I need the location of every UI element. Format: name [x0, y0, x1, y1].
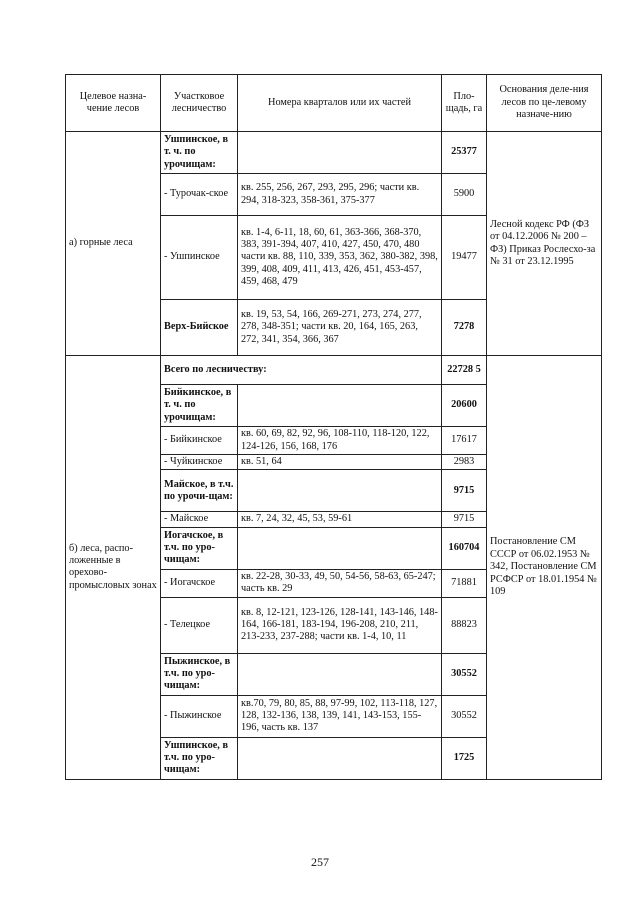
- table-row-forestry: Верх-Бийское: [161, 300, 238, 356]
- table-row-quarters: кв. 7, 24, 32, 45, 53, 59-61: [238, 512, 442, 527]
- header-area: Пло-щадь, га: [442, 75, 487, 132]
- table-row-area: 7278: [442, 300, 487, 356]
- table-row-forestry: - Ушпинское: [161, 216, 238, 300]
- table-row-area: 25377: [442, 132, 487, 174]
- table-row-forestry: - Майское: [161, 512, 238, 527]
- table-row-area: 160704: [442, 527, 487, 569]
- table-row-quarters: кв. 22-28, 30-33, 49, 50, 54-56, 58-63, 65-247; часть кв. 29: [238, 569, 442, 597]
- table-row-area: 30552: [442, 695, 487, 737]
- table-row-forestry: Ушпинское, в т.ч. по уро-чищам:: [161, 737, 238, 779]
- table-row-quarters: кв. 19, 53, 54, 166, 269-271, 273, 274, 277, 278, 348-351; части кв. 20, 164, 165, 263, 272, 341, 354, 366, 367: [238, 300, 442, 356]
- section-a-purpose: а) горные леса: [66, 132, 161, 356]
- table-row-forestry: - Пыжинское: [161, 695, 238, 737]
- table-row-forestry: - Турочак-ское: [161, 174, 238, 216]
- table-row-forestry: Бийкинское, в т. ч. по урочищам:: [161, 385, 238, 427]
- table-row-forestry: - Телецкое: [161, 597, 238, 653]
- table-row-quarters: кв. 255, 256, 267, 293, 295, 296; части кв. 294, 318-323, 358-361, 375-377: [238, 174, 442, 216]
- table-row-area: 71881: [442, 569, 487, 597]
- table-row-area: 30552: [442, 653, 487, 695]
- table-row-quarters: кв. 8, 12-121, 123-126, 128-141, 143-146, 148-164, 166-181, 183-194, 196-208, 210, 211, 213-233, 237-288; части кв. 1-4, 10, 11: [238, 597, 442, 653]
- table-row-quarters: кв. 51, 64: [238, 455, 442, 470]
- forest-purpose-table: [65, 74, 602, 780]
- table-row-forestry: Пыжинское, в т.ч. по уро-чищам:: [161, 653, 238, 695]
- table-row-area: 5900: [442, 174, 487, 216]
- table-row-quarters: кв. 60, 69, 82, 92, 96, 108-110, 118-120, 122, 124-126, 156, 168, 176: [238, 427, 442, 455]
- total-label: Всего по лесничеству:: [161, 356, 442, 385]
- table-row-quarters: [238, 737, 442, 779]
- header-quarters: Номера кварталов или их частей: [238, 75, 442, 132]
- table-row-forestry: - Чуйкинское: [161, 455, 238, 470]
- table-row-area: 88823: [442, 597, 487, 653]
- table-row-forestry: - Бийкинское: [161, 427, 238, 455]
- header-purpose: Целевое назна-чение лесов: [66, 75, 161, 132]
- table-row-quarters: [238, 385, 442, 427]
- table-row-area: 20600: [442, 385, 487, 427]
- header-forestry: Участковое лесничество: [161, 75, 238, 132]
- table-row-forestry: Майское, в т.ч. по урочи-щам:: [161, 470, 238, 512]
- section-a-basis: Лесной кодекс РФ (ФЗ от 04.12.2006 № 200 – ФЗ) Приказ Рослесхо-за № 31 от 23.12.1995: [487, 132, 602, 356]
- table-row-area: 9715: [442, 512, 487, 527]
- table-row-quarters: [238, 470, 442, 512]
- table-row-area: 9715: [442, 470, 487, 512]
- table-row-quarters: [238, 132, 442, 174]
- table-row-area: 17617: [442, 427, 487, 455]
- table-row-area: 2983: [442, 455, 487, 470]
- page-number: 257: [311, 855, 329, 869]
- section-b-basis: Постановление СМ СССР от 06.02.1953 № 342, Постановление СМ РСФСР от 18.01.1954 № 109: [487, 356, 602, 780]
- table-row-quarters: [238, 527, 442, 569]
- header-basis: Основания деле-ния лесов по це-левому назначе-нию: [487, 75, 602, 132]
- section-b-purpose: б) леса, распо-ложенные в орехово-промысловых зонах: [66, 356, 161, 780]
- table-row-area: 1725: [442, 737, 487, 779]
- table-row-quarters: [238, 653, 442, 695]
- table-row-quarters: кв.70, 79, 80, 85, 88, 97-99, 102, 113-118, 127, 128, 132-136, 138, 139, 141, 143-153, 155-196, часть кв. 137: [238, 695, 442, 737]
- table-row-forestry: Ушпинское, в т. ч. по урочищам:: [161, 132, 238, 174]
- table-row-forestry: Иогачское, в т.ч. по уро-чищам:: [161, 527, 238, 569]
- table-row-forestry: - Иогачское: [161, 569, 238, 597]
- total-area: 22728 5: [442, 356, 487, 385]
- table-row-area: 19477: [442, 216, 487, 300]
- table-row-quarters: кв. 1-4, 6-11, 18, 60, 61, 363-366, 368-370, 383, 391-394, 407, 410, 427, 450, 470, 480 части кв. 88, 110, 339, 353, 362, 380-382, 398, 399, 408, 409, 411, 413, 426, 451, 453-457, 459, 468, 479: [238, 216, 442, 300]
